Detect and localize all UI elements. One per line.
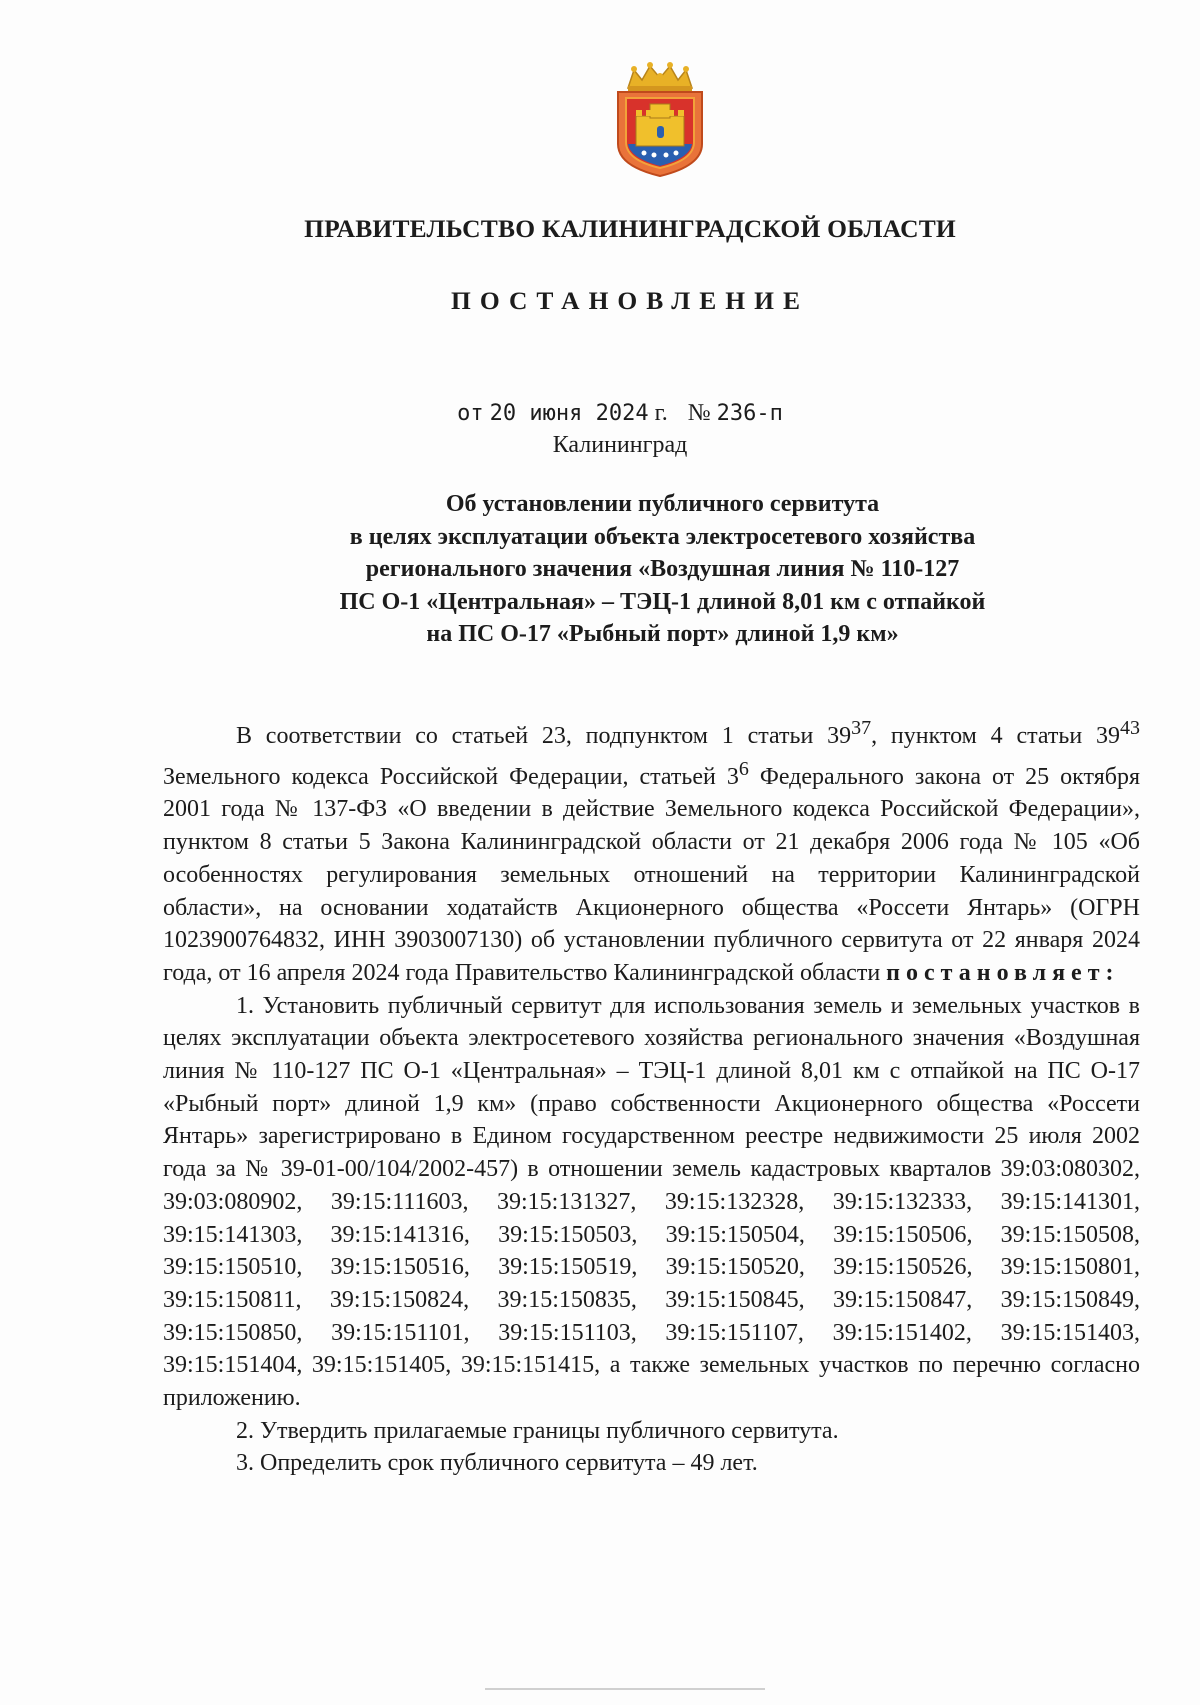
page-bottom-edge (485, 1688, 765, 1690)
resolution-item-2: 2. Утвердить прилагаемые границы публичного сервитута. (236, 1417, 839, 1444)
coat-of-arms-icon (604, 58, 716, 178)
document-date-number (0, 400, 1200, 427)
preamble-text: Земельного кодекса Российской Федерации, статьей 3 (163, 763, 739, 790)
document-subject (200, 488, 1125, 651)
preamble-paragraph (163, 712, 1140, 990)
subject-line: регионального значения «Воздушная линия № 110-127 (365, 556, 960, 582)
document-type-title: ПОСТАНОВЛЕНИЕ (451, 286, 809, 315)
subject-line: ПС О-1 «Центральная» – ТЭЦ-1 длиной 8,01 км с отпайкой (339, 588, 986, 615)
subject-line: Об установлении публичного сервитута (445, 491, 880, 517)
number-prefix: № (687, 400, 711, 426)
date-prefix: от (457, 401, 484, 426)
date-suffix: г. (654, 400, 668, 426)
superscript: 43 (1120, 717, 1140, 739)
superscript: 37 (851, 717, 872, 739)
preamble-text: В соответствии со статьей 23, подпунктом 1 статьи 39 (236, 723, 852, 749)
resolves-word: постановляет: (886, 959, 1120, 986)
government-title: ПРАВИТЕЛЬСТВО КАЛИНИНГРАДСКОЙ ОБЛАСТИ (304, 214, 956, 243)
document-number: 236-п (716, 401, 783, 426)
date-handwritten: 20 июня 2024 (489, 401, 649, 426)
document-city: Калининград (552, 432, 688, 458)
subject-line: на ПС О-17 «Рыбный порт» длиной 1,9 км» (426, 621, 899, 647)
superscript: 6 (738, 757, 749, 780)
preamble-text: , пунктом 4 статьи 39 (871, 723, 1120, 749)
resolution-item-1: 1. Установить публичный сервитут для использования земель и земельных участков в целях эксплуатации объекта электросетевого хозяйства регионального значения «Воздушная линия № 110-127 ПС О-1 «Центральная» – ТЭЦ-1 длиной 8,01 км с отпайкой на ПС О-17 «Рыбный порт» длиной 1,9 км» (право собственности Акционерного общества «Россети Янтарь» зарегистрировано в Едином государственном реестре недвижимости 25 июля 2002 года за № 39-01-00/104/2002-457) в отношении земель кадастровых кварталов 39:03:080302, 39:03:080902, 39:15:111603, 39:15:131327, 39:15:132328, 39:15:132333, 39:15:141301, 39:15:141303, 39:15:141316, 39:15:150503, 39:15:150504, 39:15:150506, 39:15:150508, 39:15:150510, 39:15:150516, 39:15:150519, 39:15:150520, 39:15:150526, 39:15:150801, 39:15:150811, 39:15:150824, 39:15:150835, 39:15:150845, 39:15:150847, 39:15:150849, 39:15:150850, 39:15:151101, 39:15:151103, 39:15:151107, 39:15:151402, 39:15:151403, 39:15:151404, 39:15:151405, 39:15:151415, а также земельных участков по перечню согласно приложению. (163, 992, 1140, 1412)
preamble-text: Федерального закона от 25 октября 2001 года № 137-ФЗ «О введении в действие Земельного кодекса Российской Федерации», пунктом 8 статьи 5 Закона Калининградской области от 21 декабря 2006 года № 105 «Об особенностях регулирования земельных отношений на территории Калининградской области», на основании ходатайств Акционерного общества «Россети Янтарь» (ОГРН 1023900764832, ИНН 3903007130) об установлении публичного сервитута от 22 января 2024 года, от 16 апреля 2024 года Правительство Калининградской области (163, 763, 1140, 986)
document-body (163, 712, 1140, 1480)
subject-line: в целях эксплуатации объекта электросетевого хозяйства (349, 523, 976, 550)
resolution-item-3: 3. Определить срок публичного сервитута – 49 лет. (236, 1450, 758, 1477)
